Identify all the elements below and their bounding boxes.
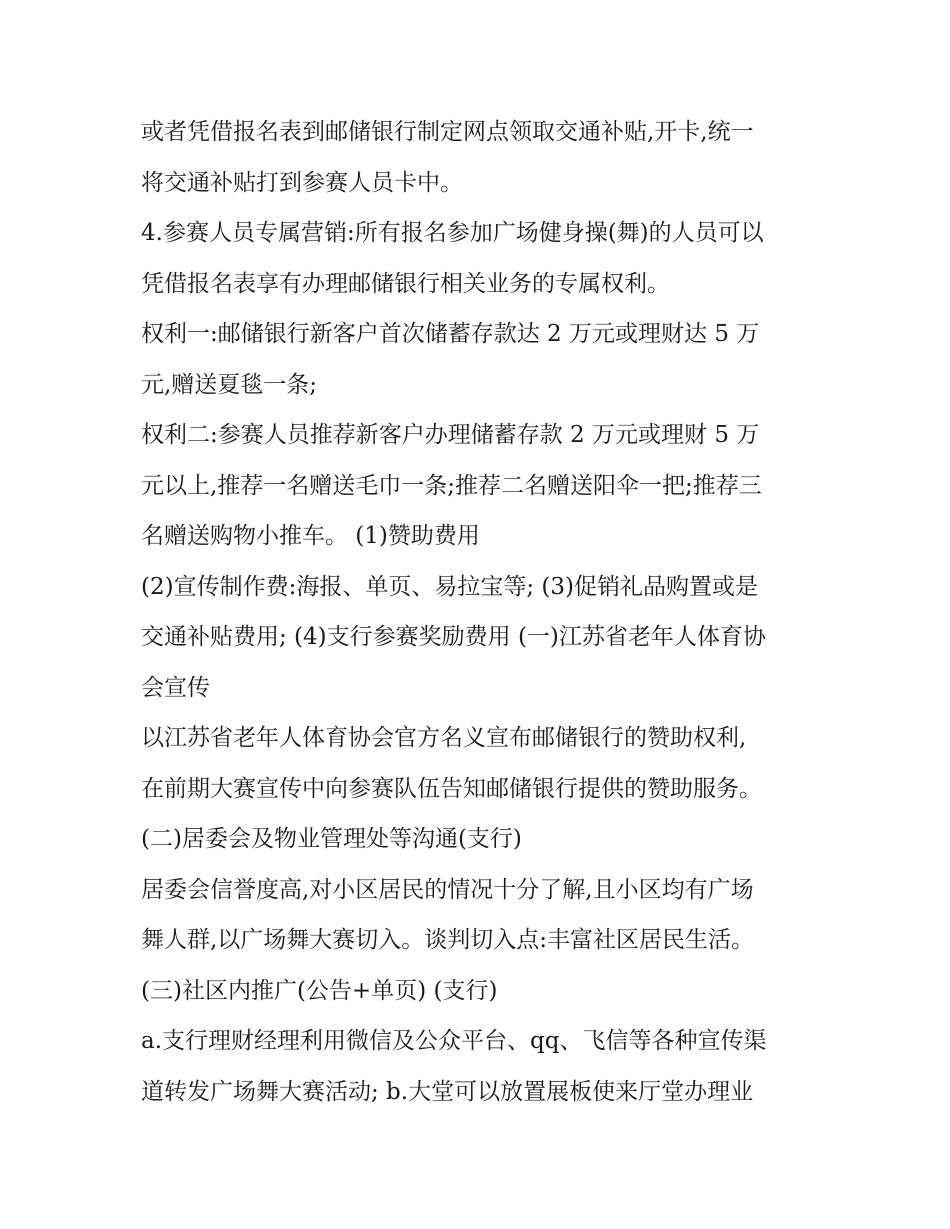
text-line: 权利一:邮储银行新客户首次储蓄存款达 2 万元或理财达 5 万 [141, 321, 760, 347]
document-body [141, 107, 821, 1117]
text-line: a.支行理财经理利用微信及公众平台、qq、飞信等各种宣传渠 [141, 1028, 767, 1054]
text-line: 道转发广场舞大赛活动; b.大堂可以放置展板使来厅堂办理业 [141, 1078, 754, 1105]
text-line: 在前期大赛宣传中向参赛队伍告知邮储银行提供的赞助服务。 [141, 775, 762, 802]
text-line: 4.参赛人员专属营销:所有报名参加广场健身操(舞)的人员可以 [141, 220, 764, 246]
text-line: 元,赠送夏毯一条; [141, 371, 318, 398]
text-line: 凭借报名表享有办理邮储银行相关业务的专属权利。 [141, 270, 670, 297]
text-line: 元以上,推荐一名赠送毛巾一条;推荐二名赠送阳伞一把;推荐三 [141, 472, 762, 499]
text-line: 名赠送购物小推车。 (1)赞助费用 [141, 523, 480, 549]
text-line: 居委会信誉度高,对小区居民的情况十分了解,且小区均有广场 [141, 876, 754, 903]
text-line: 会宣传 [141, 674, 210, 701]
text-line: (三)社区内推广(公告+单页) (支行) [141, 977, 498, 1004]
text-line: 将交通补贴打到参赛人员卡中。 [141, 169, 463, 196]
text-line: 权利二:参赛人员推荐新客户办理储蓄存款 2 万元或理财 5 万 [141, 422, 760, 448]
text-line: (2)宣传制作费:海报、单页、易拉宝等; (3)促销礼品购置或是 [141, 573, 758, 600]
text-line: 交通补贴费用; (4)支行参赛奖励费用 (一)江苏省老年人体育协 [141, 624, 766, 650]
text-line: 或者凭借报名表到邮储银行制定网点领取交通补贴,开卡,统一 [141, 119, 754, 145]
text-line: 舞人群,以广场舞大赛切入。谈判切入点:丰富社区居民生活。 [141, 927, 755, 953]
text-line: (二)居委会及物业管理处等沟通(支行) [141, 826, 522, 852]
text-line: 以江苏省老年人体育协会官方名义宣布邮储银行的赞助权利, [141, 725, 747, 751]
